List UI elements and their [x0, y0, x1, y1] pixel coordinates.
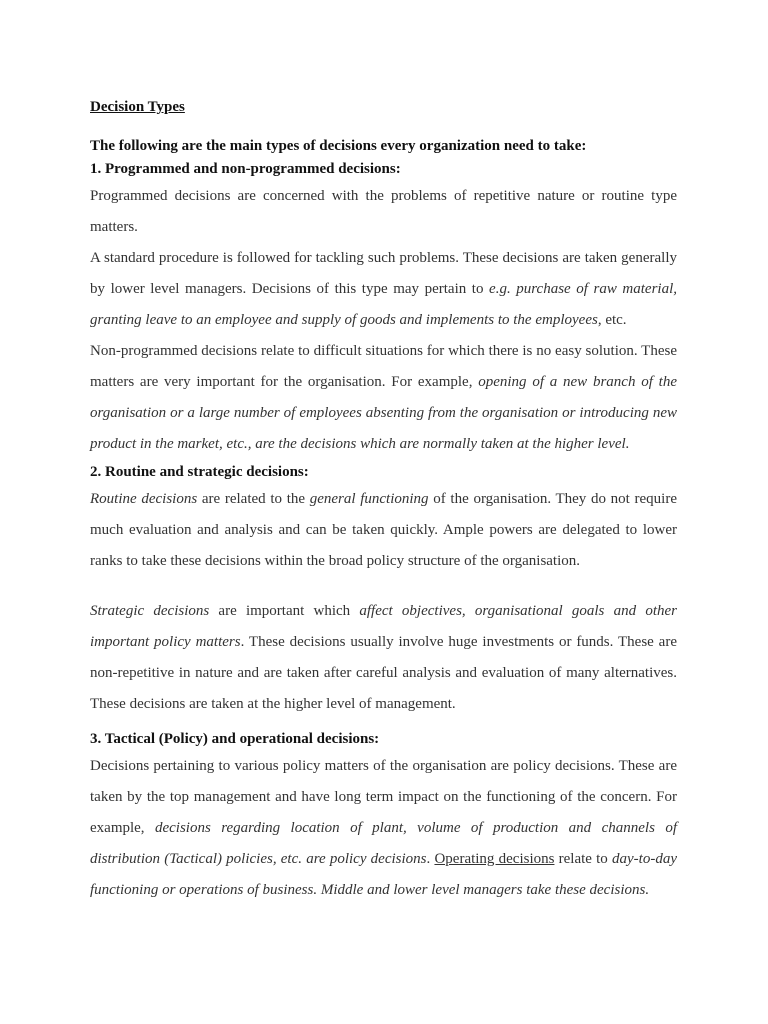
section-3-operating-decisions-term: Operating decisions — [434, 851, 555, 867]
section-2-paragraph-1-text-d: of the organisation. They do not require much evaluation and analysis and can be taken quickly. Ample powers are delegated to lower ranks to take these decisions within the broad policy structure of the organisation. — [90, 491, 678, 569]
section-2-paragraph-2 — [90, 596, 677, 720]
section-3-heading: 3. Tactical (Policy) and operational decisions: — [90, 731, 380, 747]
section-3-paragraph-1-text-e: relate to — [554, 851, 613, 867]
paragraph-spacer — [90, 577, 677, 596]
section-2-general-functioning: general functioning — [309, 491, 429, 507]
section-2-paragraph-1 — [90, 484, 677, 577]
intro-text: The following are the main types of decisions every organization need to take: — [90, 138, 587, 154]
section-3-paragraph-1 — [90, 751, 677, 906]
section-1-paragraph-2-examples: e.g. purchase of raw material, granting leave to an employee and supply of goods and implements to the employees — [90, 281, 677, 328]
paragraph-spacer — [90, 720, 677, 727]
section-2-paragraph-2-text-d: . These decisions usually involve huge investments or funds. These are non-repetitive in nature and are taken after careful analysis and evaluation of many alternatives. These decisions are taken at the higher level of management. — [90, 634, 677, 712]
section-2-heading: 2. Routine and strategic decisions: — [90, 464, 309, 480]
section-1-paragraph-3 — [90, 336, 677, 460]
section-1-paragraph-1: Programmed decisions are concerned with the problems of repetitive nature or routine type matters. — [90, 188, 677, 235]
section-1-paragraph-3-examples: opening of a new branch of the organisation or a large number of employees absenting from the organisation or introducing new product in the market, etc., are the decisions which are normally taken at the higher level. — [90, 374, 677, 452]
section-3-day-to-day: day-to-day functioning or operations of business. Middle and lower level managers take these decisions. — [90, 851, 677, 898]
section-1-paragraph-3-text-a: Non-programmed decisions relate to difficult situations for which there is no easy solution. These matters are very important for the organisation. For example, — [90, 343, 677, 390]
section-3-policy-examples: decisions regarding location of plant, volume of production and channels of distribution (Tactical) policies, etc. are policy decisions — [90, 820, 678, 867]
section-1-paragraph-2 — [90, 243, 677, 336]
section-1-paragraph-2-text-a: A standard procedure is followed for tackling such problems. These decisions are taken generally by lower level managers. Decisions of this type may pertain to — [90, 250, 677, 297]
section-2-routine-term: Routine decisions — [90, 491, 198, 507]
section-2-paragraph-1-text-b: are related to the — [197, 491, 310, 507]
section-2-strategic-term: Strategic decisions — [90, 603, 210, 619]
section-1-heading: 1. Programmed and non-programmed decisions: — [90, 161, 401, 177]
section-3-paragraph-1-text-a: Decisions pertaining to various policy matters of the organisation are policy decisions. These are taken by the top management and have long term impact on the functioning of the concern. For example, — [90, 758, 677, 836]
document-page — [90, 96, 677, 906]
section-1-paragraph-2-text-c: , etc. — [597, 312, 627, 328]
section-2-paragraph-2-text-b: are important which — [209, 603, 360, 619]
section-3-paragraph-1-text-c: . — [426, 851, 435, 867]
section-2-affect-objectives: affect objectives, organisational goals and other important policy matters — [90, 603, 677, 650]
document-title: Decision Types — [90, 99, 185, 115]
